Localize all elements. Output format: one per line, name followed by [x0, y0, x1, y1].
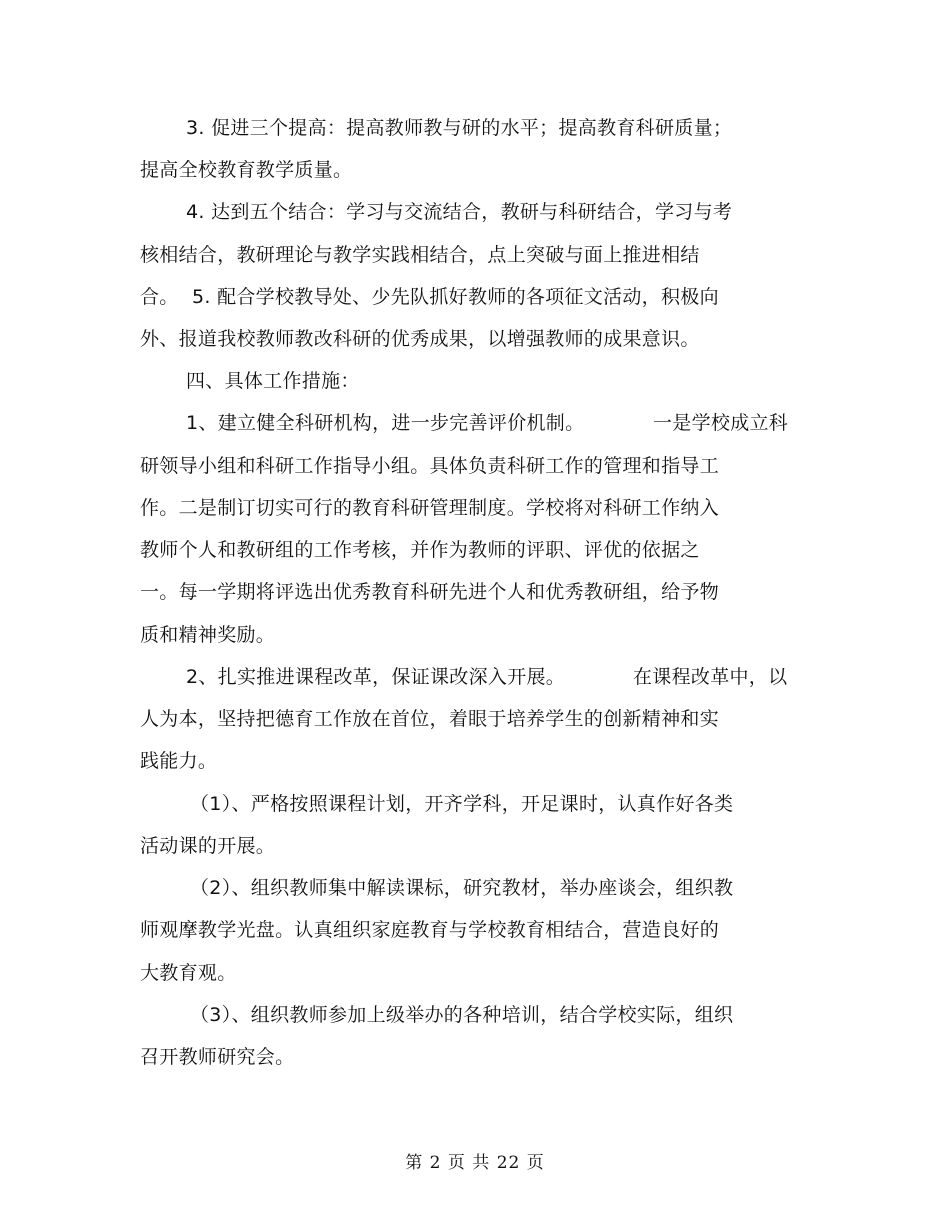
paragraph-line: 5. 配合学校教导处、少先队抓好教师的各项征文活动，积极向 — [192, 286, 719, 308]
list-item-line: 召开教师研究会。 — [140, 1046, 295, 1068]
paragraph-line: 合。 — [140, 286, 179, 308]
paragraph-line: 质和精神奖励。 — [140, 624, 276, 646]
list-item-line: 活动课的开展。 — [140, 835, 276, 857]
section-heading: 四、具体工作措施： — [186, 370, 360, 392]
paragraph-line: 1、建立健全科研机构，进一步完善评价机制。 — [186, 412, 585, 434]
paragraph-line: 一。每一学期将评选出优秀教育科研先进个人和优秀教研组，给予物 — [140, 581, 720, 603]
paragraph-line: 2、扎实推进课程改革，保证课改深入开展。 — [186, 666, 566, 688]
paragraph-line: 提高全校教育教学质量。 — [140, 159, 353, 181]
paragraph-line: 外、报道我校教师教改科研的优秀成果，以增强教师的成果意识。 — [140, 328, 700, 350]
list-item-line: 大教育观。 — [140, 962, 237, 984]
list-item-line: （1）、严格按照课程计划，开齐学科，开足课时，认真作好各类 — [190, 793, 734, 815]
paragraph-line: 4. 达到五个结合：学习与交流结合，教研与科研结合，学习与考 — [186, 201, 733, 223]
paragraph-line: 作。二是制订切实可行的教育科研管理制度。学校将对科研工作纳入 — [140, 497, 720, 519]
paragraph-line: 核相结合，教研理论与教学实践相结合，点上突破与面上推进相结 — [140, 244, 700, 266]
list-item-line: （2）、组织教师集中解读课标，研究教材，举办座谈会，组织教 — [190, 877, 734, 899]
page-number-footer: 第 2 页 共 22 页 — [405, 1153, 545, 1173]
paragraph-line: 践能力。 — [140, 750, 218, 772]
paragraph-line: 3. 促进三个提高：提高教师教与研的水平；提高教育科研质量； — [186, 117, 733, 139]
list-item-line: 师观摩教学光盘。认真组织家庭教育与学校教育相结合，营造良好的 — [140, 919, 720, 941]
paragraph-line: 人为本，坚持把德育工作放在首位，着眼于培养学生的创新精神和实 — [140, 708, 720, 730]
paragraph-line: 一是学校成立科 — [653, 412, 789, 434]
paragraph-line: 教师个人和教研组的工作考核，并作为教师的评职、评优的依据之 — [140, 539, 700, 561]
paragraph-line: 研领导小组和科研工作指导小组。具体负责科研工作的管理和指导工 — [140, 455, 720, 477]
list-item-line: （3）、组织教师参加上级举办的各种培训，结合学校实际，组织 — [190, 1004, 734, 1026]
paragraph-line: 在课程改革中，以 — [633, 666, 788, 688]
